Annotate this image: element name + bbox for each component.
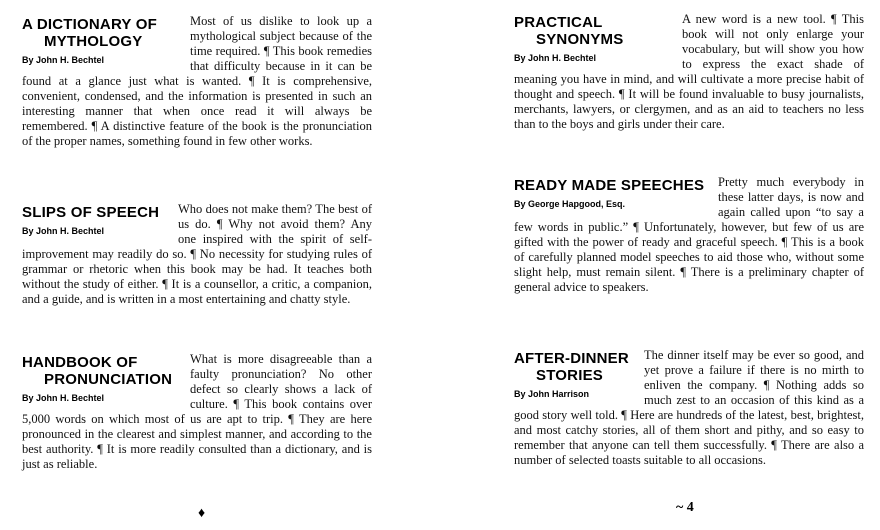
entry-title: [22, 16, 182, 50]
entry-title: [22, 354, 182, 388]
title-line: PRONUNCIATION: [44, 371, 173, 388]
entry-heading: [514, 12, 674, 64]
entry-author: By John H. Bechtel: [514, 53, 597, 63]
entry-author: By John H. Bechtel: [22, 226, 105, 236]
entry-author: By John H. Bechtel: [22, 393, 105, 403]
entry-handbook-of-pronunciation: [22, 352, 372, 472]
entry-description: The dinner itself may be ever so good, and yet prove a failure if there is no mirth to enliven the company. ¶ Nothing adds so much zest to an occasion of this kind as a good story well told. ¶ Here are hundreds of the latest, best, brightest, and most catchy stories, all of them short and pithy, and so easy to remember that anyone can tell them successfully. ¶ There are also a number of selected toasts suitable to all occasions.: [514, 348, 864, 467]
entry-title: [514, 177, 710, 194]
entry-heading: [22, 14, 182, 66]
title-line: STORIES: [536, 367, 603, 384]
entry-after-dinner-stories: [514, 348, 864, 468]
entry-heading: [22, 202, 170, 237]
title-line: A DICTIONARY OF: [22, 16, 157, 33]
entry-description: Pretty much everybody in these latter days, is now and again called upon “to say a few words in public.” ¶ Unfortunately, however, but few of us are gifted with the power of ready and graceful speech. ¶ This is a book of carefully planned model speeches to aid those who, without some slight help, must remain silent. ¶ There is a preliminary chapter of general advice to speakers.: [514, 175, 864, 294]
entry-heading: [22, 352, 182, 404]
title-line: READY MADE SPEECHES: [514, 177, 705, 194]
entry-author: By John H. Bechtel: [22, 55, 105, 65]
entry-author: By John Harrison: [514, 389, 590, 399]
entry-title: [514, 14, 674, 48]
title-line: AFTER-DINNER: [514, 350, 629, 367]
entry-author: By George Hapgood, Esq.: [514, 199, 626, 209]
entry-description: Most of us dislike to look up a mythological subject because of the time required. ¶ This book remedies that difficulty because in it can be found at a glance just what is wanted. ¶ It is comprehensive, convenient, condensed, and the information is presented in such an interesting manner that when once read it will always be remembered. ¶ A distinctive feature of the book is the pronunciation of the proper names, something found in few other works.: [22, 14, 372, 148]
entry-description: A new word is a new tool. ¶ This book will not only enlarge your vocabulary, but will show you how to express the exact shade of meaning you have in mind, and will cultivate a more precise habit of thought and speech. ¶ It will be found invaluable to busy journalists, merchants, lawyers, or clergymen, and as an aid to teachers no less than to the boys and girls under their care.: [514, 12, 864, 131]
entry-heading: [514, 175, 710, 210]
title-line: MYTHOLOGY: [44, 33, 143, 50]
title-line: SLIPS OF SPEECH: [22, 204, 160, 221]
entry-title: [22, 204, 170, 221]
right-page: [440, 0, 880, 530]
page-ornament: ♦: [198, 506, 206, 521]
entry-dictionary-of-mythology: [22, 14, 372, 149]
entry-ready-made-speeches: [514, 175, 864, 295]
entry-description: Who does not make them? The best of us do. ¶ Why not avoid them? Any one inspired with the spirit of self-improvement may readily do so. ¶ No necessity for studying rules of grammar or rhetoric when this book may be had. It teaches both without the study of either. ¶ It is a counsellor, a critic, a companion, and a guide, and is written in a most entertaining and chatty style.: [22, 202, 372, 306]
entry-title: [514, 350, 636, 384]
entry-heading: [514, 348, 636, 400]
page-number: ~ 4: [676, 500, 694, 515]
title-line: HANDBOOK OF: [22, 354, 138, 371]
title-line: SYNONYMS: [536, 31, 624, 48]
entry-slips-of-speech: [22, 202, 372, 307]
title-line: PRACTICAL: [514, 14, 603, 31]
entry-description: What is more disagreeable than a faulty pronunciation? No other defect so clearly shows a lack of culture. ¶ This book contains over 5,000 words on which most of us are apt to trip. ¶ They are here pronounced in the clearest and simplest manner, and according to the best authority. ¶ It is more readily consulted than a dictionary, and is just as reliable.: [22, 352, 372, 471]
entry-practical-synonyms: [514, 12, 864, 132]
